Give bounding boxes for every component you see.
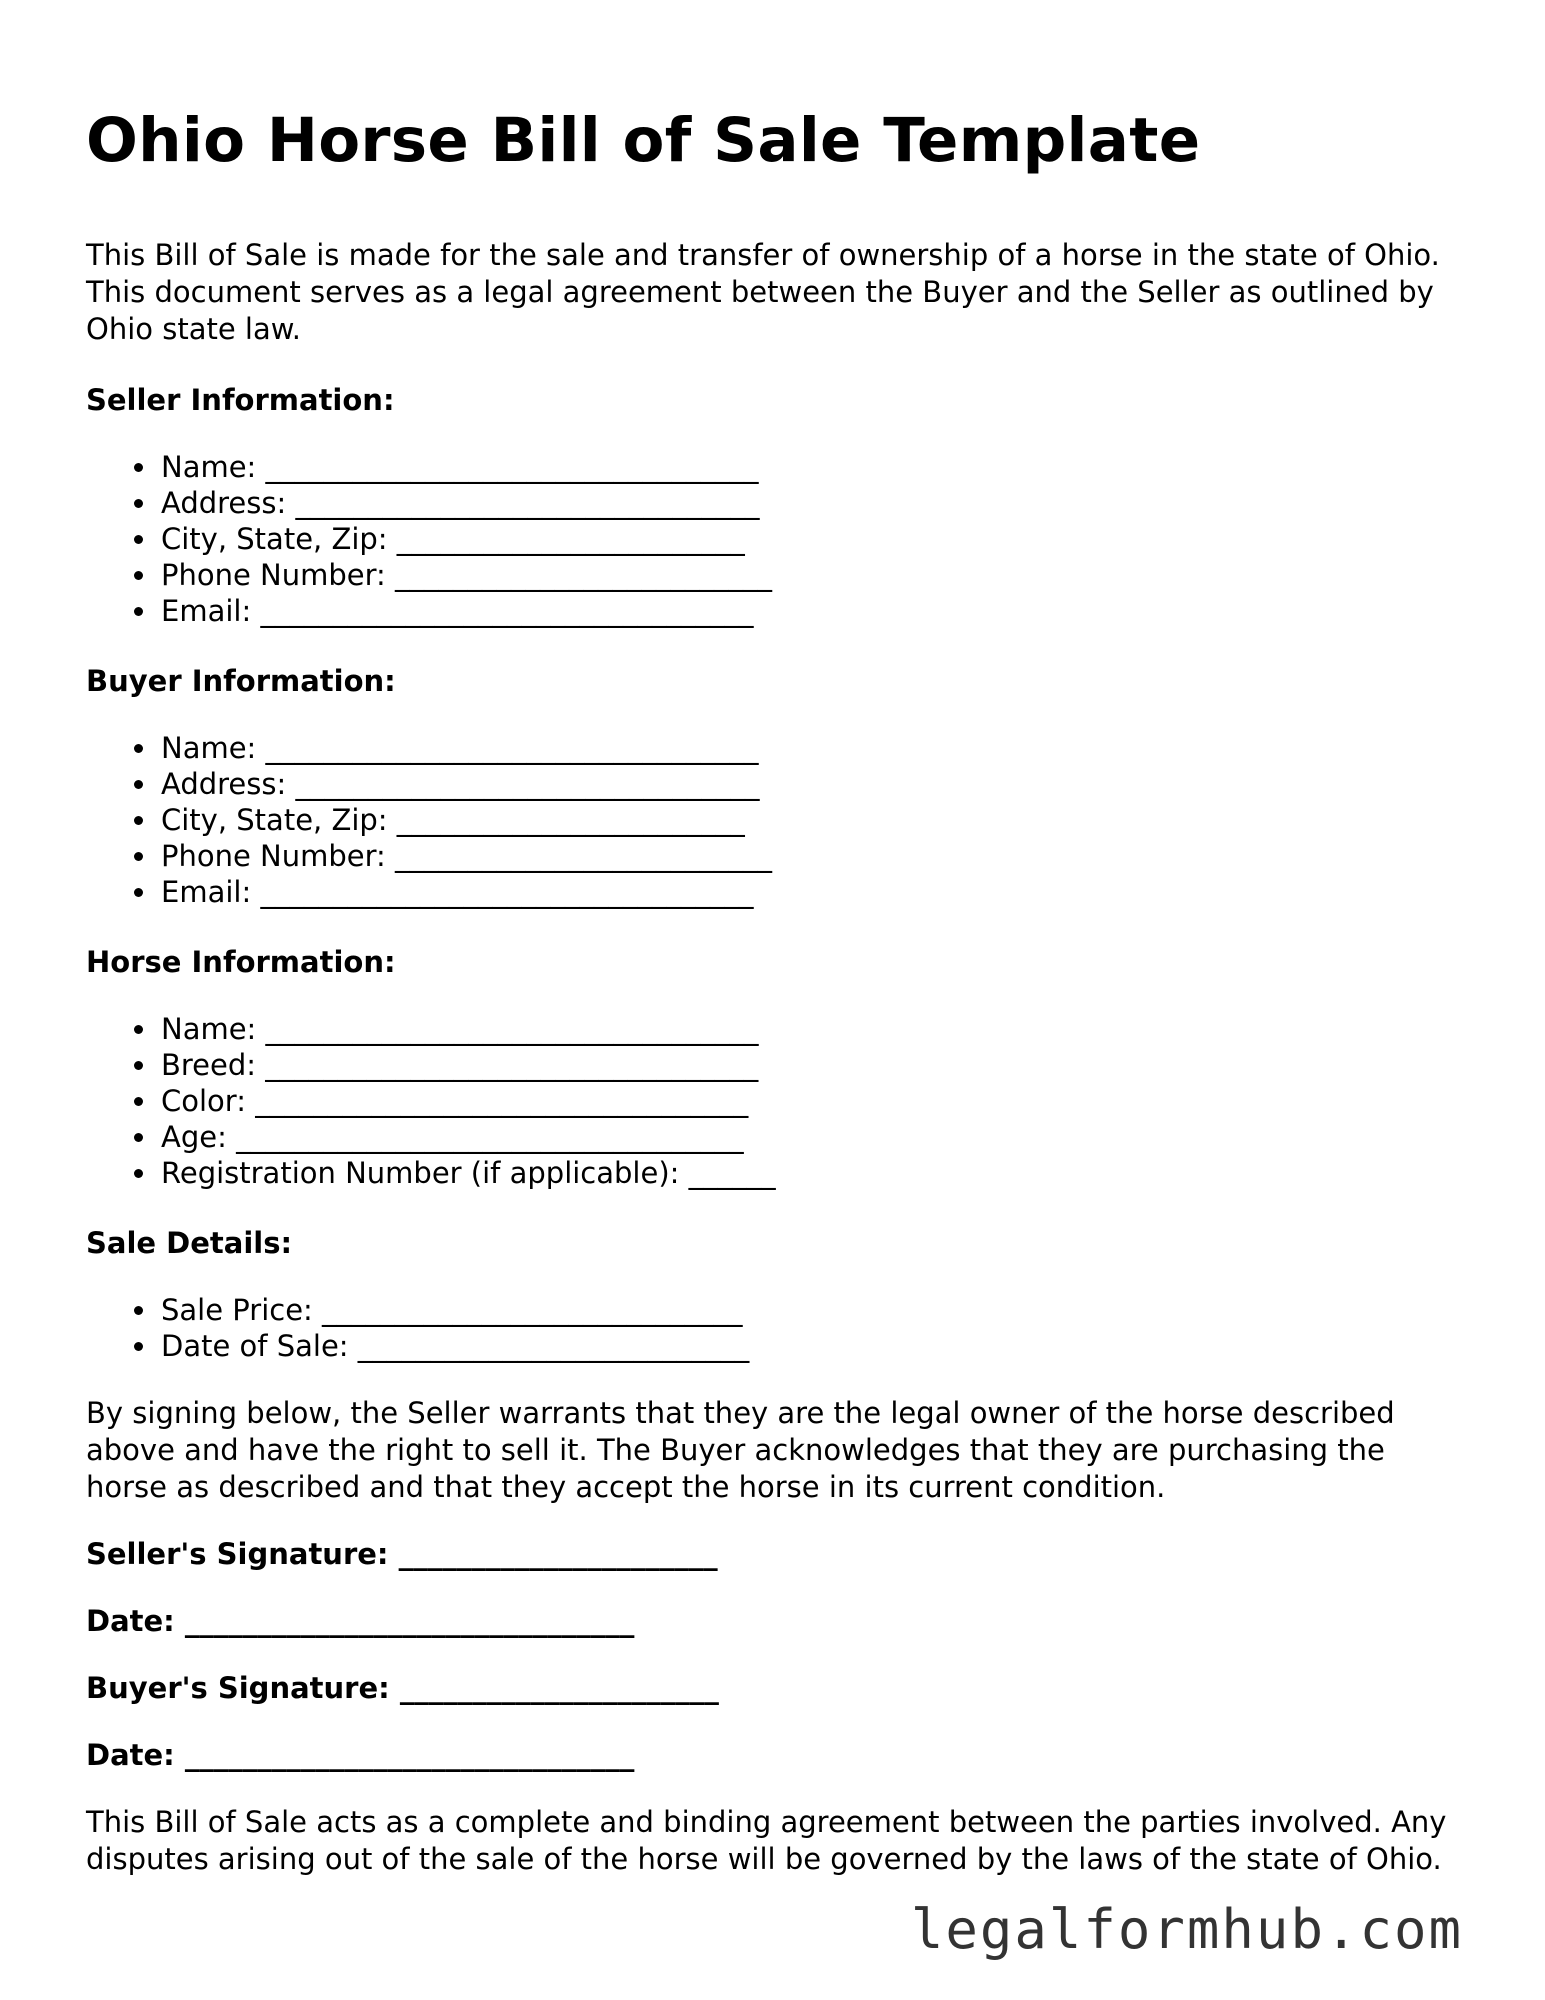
sale-date-field: • Date of Sale: ___________________________ <box>159 1328 1459 1364</box>
seller-email-field: • Email: __________________________________ <box>159 593 1459 629</box>
sale-section-heading: Sale Details: <box>86 1226 293 1261</box>
buyer-field-list <box>86 730 1459 910</box>
seller-signature-line: Seller's Signature: ______________________ <box>86 1537 718 1572</box>
buyer-city-state-zip-field: • City, State, Zip: ________________________ <box>159 802 1459 838</box>
buyer-section-heading: Buyer Information: <box>86 664 396 699</box>
seller-address-field: • Address: ________________________________ <box>159 485 1459 521</box>
horse-section-heading: Horse Information: <box>86 945 396 980</box>
buyer-signature-line: Buyer's Signature: ______________________ <box>86 1671 719 1706</box>
warranty-paragraph: By signing below, the Seller warrants that they are the legal owner of the horse described above and have the right to sell it. The Buyer acknowledges that they are purchasing the horse as described and that they accept the horse in its current condition. <box>86 1396 1395 1505</box>
horse-color-field: • Color: __________________________________ <box>159 1083 1459 1119</box>
seller-name-field: • Name: __________________________________ <box>159 449 1459 485</box>
seller-city-state-zip-field: • City, State, Zip: ________________________ <box>159 521 1459 557</box>
horse-age-field: • Age: ___________________________________ <box>159 1119 1459 1155</box>
horse-field-list <box>86 1011 1459 1191</box>
seller-date-line: Date: _______________________________ <box>86 1604 635 1639</box>
buyer-email-field: • Email: __________________________________ <box>159 874 1459 910</box>
buyer-address-field: • Address: ________________________________ <box>159 766 1459 802</box>
seller-field-list <box>86 449 1459 629</box>
document-title: Ohio Horse Bill of Sale Template <box>86 105 1201 176</box>
horse-name-field: • Name: __________________________________ <box>159 1011 1459 1047</box>
buyer-date-line: Date: _______________________________ <box>86 1738 635 1773</box>
site-watermark: legalformhub.com <box>910 1898 1463 1961</box>
horse-breed-field: • Breed: __________________________________ <box>159 1047 1459 1083</box>
closing-paragraph: This Bill of Sale acts as a complete and binding agreement between the parties involved. Any disputes arising out of the sale of the horse will be governed by the laws of the state of Ohio. <box>86 1805 1447 1877</box>
seller-section-heading: Seller Information: <box>86 383 395 418</box>
seller-phone-field: • Phone Number: __________________________ <box>159 557 1459 593</box>
sale-field-list <box>86 1292 1459 1364</box>
intro-paragraph: This Bill of Sale is made for the sale and transfer of ownership of a horse in the state of Ohio. This document serves as a legal agreement between the Buyer and the Seller as outlined by Ohio state law. <box>86 238 1440 347</box>
horse-registration-field: • Registration Number (if applicable): ______ <box>159 1155 1459 1191</box>
buyer-phone-field: • Phone Number: __________________________ <box>159 838 1459 874</box>
buyer-name-field: • Name: __________________________________ <box>159 730 1459 766</box>
sale-price-field: • Sale Price: _____________________________ <box>159 1292 1459 1328</box>
